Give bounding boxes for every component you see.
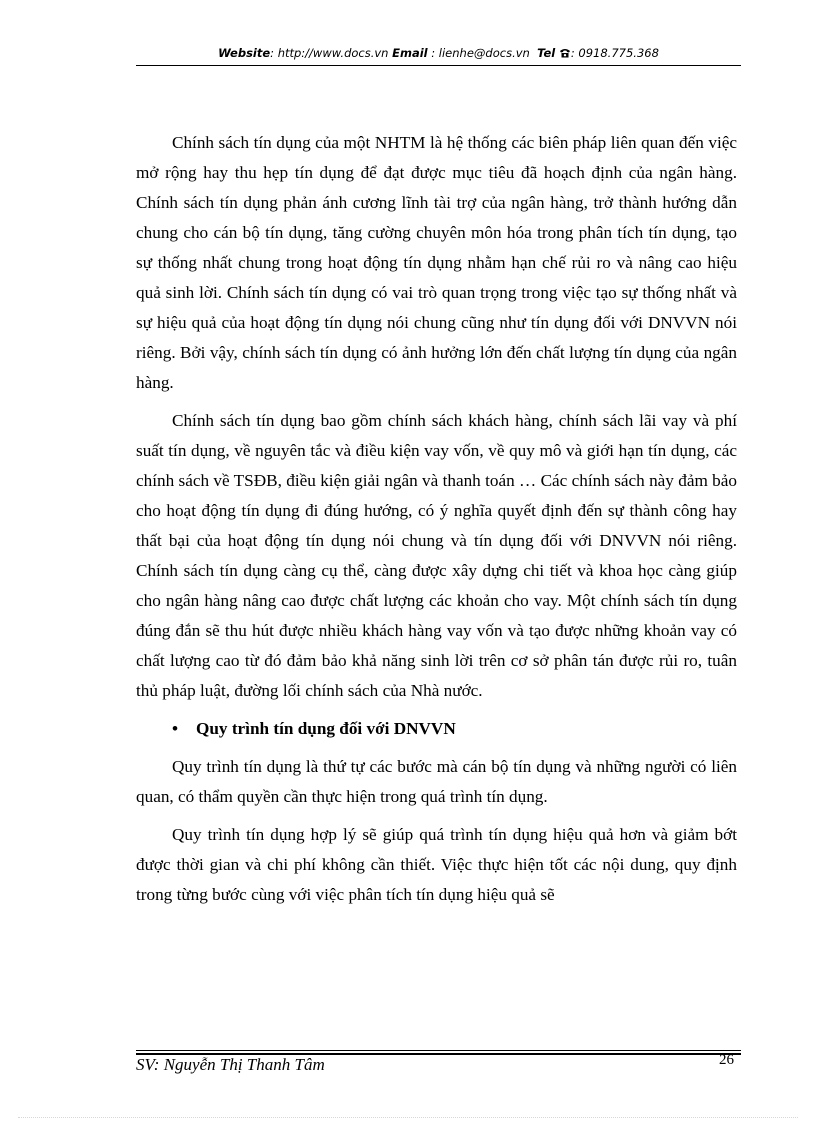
page-edge-dotted-line [18, 1117, 798, 1118]
email-label: Email [392, 46, 428, 60]
bullet-icon: • [172, 719, 179, 738]
paragraph-policy-components: Chính sách tín dụng bao gồm chính sách khách hàng, chính sách lãi vay và phí suất tín dụng, về nguyên tắc và điều kiện vay vốn, về quy mô và giới hạn tín dụng, các chính sách về TSĐB, điều kiện giải ngân và thanh toán … Các chính sách này đảm bảo cho hoạt động tín dụng đi đúng hướng, có ý nghĩa quyết định đến sự thành công hay thất bại của hoạt động tín dụng nói chung và tín dụng đối với DNVVN nói riêng. Chính sách tín dụng càng cụ thể, càng được xây dựng chi tiết và khoa học càng giúp cho ngân hàng nâng cao được chất lượng các khoản cho vay. Một chính sách tín dụng đúng đắn sẽ thu hút được nhiều khách hàng vay vốn và tạo được những khoản vay có chất lượng cao từ đó đảm bảo khả năng sinh lời trên cơ sở phân tán được rủi ro, tuân thủ pháp luật, đường lối chính sách của Nhà nước. [136, 411, 737, 700]
paragraph-process-definition: Quy trình tín dụng là thứ tự các bước mà cán bộ tín dụng và những người có liên quan, có thẩm quyền cần thực hiện trong quá trình tín dụng. [136, 757, 737, 806]
header-divider [136, 65, 741, 66]
email-address[interactable]: : lienhe@docs.vn [427, 46, 530, 60]
page-number: 26 [719, 1052, 734, 1068]
page-header [136, 46, 741, 60]
tel-number: : 0918.775.368 [570, 46, 659, 60]
student-name: SV: Nguyễn Thị Thanh Tâm [136, 1055, 325, 1074]
section-heading-text: Quy trình tín dụng đối với DNVVN [196, 719, 456, 738]
section-heading-credit-process [136, 714, 737, 744]
website-label: Website [218, 46, 271, 60]
document-body [136, 128, 737, 918]
paragraph-process-benefits: Quy trình tín dụng hợp lý sẽ giúp quá trình tín dụng hiệu quả hơn và giảm bớt được thời gian và chi phí không cần thiết. Việc thực hiện tốt các nội dung, quy định trong từng bước cùng với việc phân tích tín dụng hiệu quả sẽ [136, 825, 737, 904]
telephone-icon [559, 48, 571, 58]
tel-label: Tel [537, 46, 556, 60]
website-url[interactable]: : http://www.docs.vn [270, 46, 389, 60]
footer-divider-thin [136, 1050, 741, 1051]
paragraph-credit-policy: Chính sách tín dụng của một NHTM là hệ thống các biên pháp liên quan đến việc mở rộng hay thu hẹp tín dụng để đạt được mục tiêu đã hoạch định của ngân hàng. Chính sách tín dụng phản ánh cương lĩnh tài trợ của ngân hàng, trở thành hướng dẫn chung cho cán bộ tín dụng, tăng cường chuyên môn hóa trong phân tích tín dụng, tạo sự thống nhất chung trong hoạt động tín dụng nhằm hạn chế rủi ro và nâng cao hiệu quả sinh lời. Chính sách tín dụng có vai trò quan trọng trong việc tạo sự thống nhất và sự hiệu quả của hoạt động tín dụng nói chung cũng như tín dụng đối với DNVVN nói riêng. Bởi vậy, chính sách tín dụng có ảnh hưởng lớn đến chất lượng tín dụng của ngân hàng. [136, 133, 737, 392]
